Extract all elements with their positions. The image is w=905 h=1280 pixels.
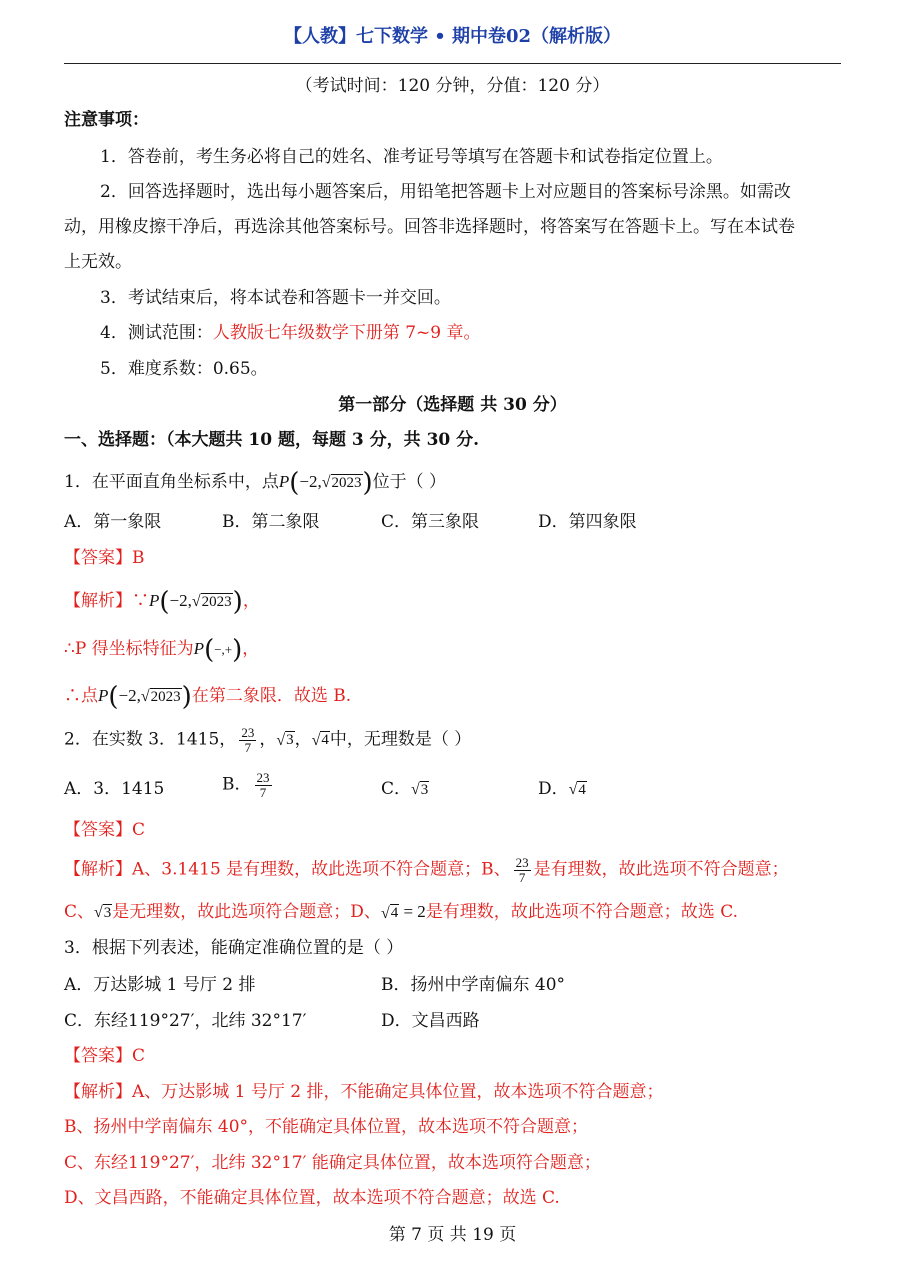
q1-analysis-because: ∵ (132, 591, 149, 611)
page-header-title: 【人教】七下数学 • 期中卷02（解析版） (283, 26, 622, 47)
q3-stem: 3．根据下列表述，能确定准确位置的是（ ） (64, 938, 404, 958)
q2-sqrt4: √ 4 (311, 731, 329, 749)
q2-option-b: B． $\frac{23}{7}$ (222, 770, 270, 800)
q1-sqrt: √ 2023 (321, 473, 362, 491)
notes-item-2-line-2: 动，用橡皮擦干净后，再选涂其他答案标号。回答非选择题时，将答案写在答题卡上。写在本试卷 (64, 217, 795, 237)
notes-item-2-line-1: 2．回答选择题时，选出每小题答案后，用铅笔把答题卡上对应题目的答案标号涂黑。如需改 (100, 182, 791, 202)
q1-option-c: C．第三象限 (381, 512, 480, 532)
q2-stem-prefix: 2．在实数 3．1415， (64, 729, 237, 750)
q1-option-a: A．第一象限 (64, 512, 162, 532)
q2-answer: 【答案】C (64, 820, 146, 840)
q2-stem-suffix: 中，无理数是（ ） (329, 729, 472, 750)
q1-analysis-line-2: ∴P 得坐标特征为P(−,+)， (64, 635, 260, 665)
exam-info: （考试时间：120 分钟，分值：120 分） (295, 76, 610, 96)
q1-analysis-therefore: ∴点 (64, 686, 98, 706)
q1-stem-suffix: 位于（ ） (372, 472, 447, 492)
q1-analysis-feature: ∴P 得坐标特征为 (64, 639, 194, 659)
q3-analysis-line-2: B、扬州中学南偏东 40°，不能确定具体位置，故本选项不符合题意； (64, 1117, 589, 1137)
q2-analysis-line-2: C、 √ 3 是无理数，故此选项符合题意；D、 √ 4 = 2是有理数，故此选项不符合题意；故选 C. (64, 902, 739, 922)
q3-option-c: C．东经119°27′，北纬 32°17′ (64, 1011, 307, 1031)
page-footer: 第 7 页 共 19 页 (388, 1225, 517, 1245)
q1-analysis-label: 【解析】 (64, 591, 132, 611)
header-rule (64, 63, 841, 64)
q3-option-a: A．万达影城 1 号厅 2 排 (64, 975, 256, 995)
notes-item-4 (100, 323, 481, 343)
q2-option-a: A．3．1415 (64, 779, 165, 799)
notes-item-4-prefix: 4．测试范围： (100, 323, 213, 343)
q2-option-c: C． √ 3 (381, 779, 429, 799)
q2-analysis-line-1: 【解析】A、3.1415 是有理数，故此选项不符合题意；B、 $\frac{23}{7}$ 是有理数，故此选项不符合题意； (64, 855, 789, 885)
q2-option-d: D． √ 4 (538, 779, 586, 799)
q1-stem-prefix: 1．在平面直角坐标系中，点 (64, 472, 279, 492)
notes-heading: 注意事项： (64, 110, 149, 130)
notes-item-2-line-3: 上无效。 (64, 252, 132, 272)
q1-analysis-line-3: ∴点P(−2, √ 2023 )在第二象限．故选 B. (64, 682, 352, 712)
test-range: 人教版七年级数学下册第 7~9 章。 (212, 323, 481, 343)
q1-stem: 1．在平面直角坐标系中，点P(−2, √ 2023 )位于（ ） (64, 468, 447, 498)
q3-option-b: B．扬州中学南偏东 40° (381, 975, 566, 995)
q2-fraction: $\frac{23}{7}$ (241, 725, 255, 755)
q1-option-b: B．第二象限 (222, 512, 320, 532)
q3-analysis-line-3: C、东经119°27′，北纬 32°17′ 能确定具体位置，故本选项符合题意； (64, 1153, 601, 1173)
q3-analysis-line-4: D、文昌西路，不能确定具体位置，故本选项不符合题意；故选 C. (64, 1188, 560, 1208)
section-title: 一、选择题：（本大题共 10 题，每题 3 分，共 30 分. (64, 430, 480, 450)
q1-coord-x: −2, (299, 472, 322, 491)
q3-option-d: D．文昌西路 (381, 1011, 480, 1031)
notes-item-1: 1．答卷前，考生务必将自己的姓名、准考证号等填写在答题卡和试卷指定位置上。 (100, 147, 723, 167)
part-title: 第一部分（选择题 共 30 分） (338, 395, 567, 415)
q1-analysis-conclusion: 在第二象限．故选 B. (191, 686, 352, 706)
notes-item-3: 3．考试结束后，将本试卷和答题卡一并交回。 (100, 288, 451, 308)
q3-analysis-line-1: 【解析】A、万达影城 1 号厅 2 排，不能确定具体位置，故本选项不符合题意； (64, 1082, 664, 1102)
q2-sqrt3: √ 3 (276, 731, 294, 749)
q1-option-d: D．第四象限 (538, 512, 637, 532)
q1-answer: 【答案】B (64, 548, 145, 568)
q2-stem: 2．在实数 3．1415， $\frac{23}{7}$ ， √ 3 ， √ 4 中，无理数是（ ） (64, 725, 472, 755)
q1-point-name: P (278, 472, 290, 491)
notes-item-5: 5．难度系数：0.65。 (100, 359, 268, 379)
q3-answer: 【答案】C (64, 1046, 146, 1066)
q1-analysis-line-1: 【解析】∵P(−2, √ 2023 )， (64, 587, 260, 617)
